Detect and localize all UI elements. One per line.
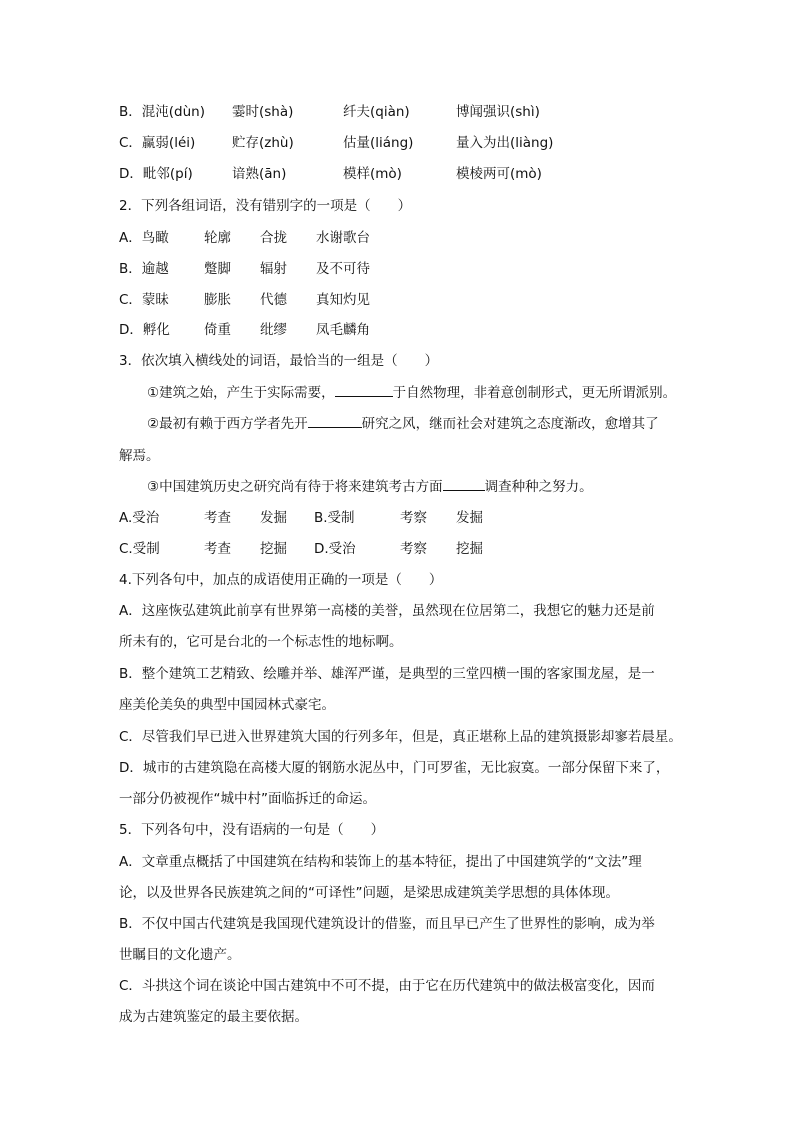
q3-stem: 3．依次填入横线处的词语，最恰当的一组是（ ） [119, 353, 439, 369]
q5-line: C．斗拱这个词在谈论中国古建筑中不可不提，由于它在历代建筑中的做法极富变化，因而 [119, 978, 655, 994]
q3-s3-pre: ③中国建筑历史之研究尚有待于将来建筑考古方面 [147, 479, 443, 495]
q3-s3-post: 调查种种之努力。 [484, 479, 593, 495]
q3-sentence-2-cont: 解焉。 [119, 448, 160, 464]
q3-d-2: 考察 [400, 541, 427, 557]
q3-c-3: 挖掘 [260, 541, 287, 557]
q1-b-word3: 纤夫(qiàn) [343, 104, 410, 120]
q3-b-3: 发掘 [456, 510, 483, 526]
q1-b-word2: 霎时(shà) [232, 104, 294, 120]
q3-s1-pre: ①建筑之始，产生于实际需要， [147, 385, 335, 401]
q4-line: 座美伦美奂的典型中国园林式豪宅。 [119, 697, 335, 713]
q1-d-word3: 模样(mò) [343, 166, 402, 182]
q2-c-1: C．蒙昧 [119, 292, 169, 308]
q3-s2-pre: ②最初有赖于西方学者先开 [147, 416, 308, 432]
q3-a-2: 考查 [204, 510, 231, 526]
q3-sentence-2 [147, 414, 659, 434]
q3-a-3: 发掘 [260, 510, 287, 526]
q2-b-4: 及不可待 [316, 261, 370, 277]
q5-stem: 5．下列各句中，没有语病的一句是（ ） [119, 822, 385, 838]
q2-c-3: 代德 [260, 292, 287, 308]
q2-c-4: 真知灼见 [316, 292, 370, 308]
q2-d-3: 纰缪 [260, 322, 287, 338]
q3-sentence-3 [147, 477, 593, 497]
q4-line: B．整个建筑工艺精致、绘雕并举、雄浑严谨，是典型的三堂四横一围的客家围龙屋，是一 [119, 666, 655, 682]
q5-line: 世瞩目的文化遗产。 [119, 947, 241, 963]
q4-line: D．城市的古建筑隐在高楼大厦的钢筋水泥丛中，门可罗雀，无比寂寞。一部分保留下来了， [119, 760, 670, 776]
q3-a-1: A.受治 [119, 510, 160, 526]
q3-blank-2[interactable] [308, 414, 362, 428]
q3-d-3: 挖掘 [456, 541, 483, 557]
q4-line: 所未有的，它可是台北的一个标志性的地标啊。 [119, 634, 403, 650]
q2-a-1: A．鸟瞰 [119, 230, 169, 246]
q1-b-word4: 博闻强识(shì) [456, 104, 540, 120]
q3-s2-post: 研究之风，继而社会对建筑之态度渐改，愈增其了 [361, 416, 659, 432]
q5-line: B．不仅中国古代建筑是我国现代建筑设计的借鉴，而且早已产生了世界性的影响，成为举 [119, 916, 655, 932]
q3-blank-3[interactable] [443, 477, 485, 491]
q4-line: C．尽管我们早已进入世界建筑大国的行列多年，但是，真正堪称上品的建筑摄影却寥若晨星。 [119, 729, 682, 745]
q1-b-label: B．混沌(dùn) [119, 104, 205, 120]
q3-c-2: 考查 [204, 541, 231, 557]
q1-c-label: C．赢弱(léi) [119, 135, 196, 151]
q2-d-1: D．孵化 [119, 322, 170, 338]
q3-blank-1[interactable] [335, 383, 393, 397]
q1-c-word4: 量入为出(liàng) [456, 135, 554, 151]
q2-b-3: 辐射 [260, 261, 287, 277]
q3-s1-post: 于自然物理，非着意创制形式，更无所谓派别。 [392, 385, 677, 401]
q5-line: A．文章重点概括了中国建筑在结构和装饰上的基本特征，提出了中国建筑学的“文法”理 [119, 854, 642, 870]
q2-a-4: 水谢歌台 [316, 230, 370, 246]
q2-a-2: 轮廓 [204, 230, 231, 246]
q4-line: 一部分仍被视作“城中村”面临拆迁的命运。 [119, 791, 376, 807]
q3-b-1: B.受制 [314, 510, 355, 526]
q1-d-word2: 谙熟(ān) [232, 166, 287, 182]
q3-sentence-1 [147, 383, 676, 403]
q4-line: A．这座恢弘建筑此前享有世界第一高楼的美誉，虽然现在位居第二，我想它的魅力还是前 [119, 603, 655, 619]
q2-c-2: 膨胀 [204, 292, 231, 308]
q2-b-1: B．逾越 [119, 261, 169, 277]
q2-d-4: 凤毛麟角 [316, 322, 370, 338]
q2-d-2: 倚重 [204, 322, 231, 338]
q2-b-2: 蹩脚 [204, 261, 231, 277]
q2-stem: 2．下列各组词语，没有错别字的一项是（ ） [119, 198, 412, 214]
q3-d-1: D.受治 [314, 541, 356, 557]
q1-d-word4: 模棱两可(mò) [456, 166, 542, 182]
q4-stem: 4.下列各句中，加点的成语使用正确的一项是（ ） [119, 572, 443, 588]
q5-line: 成为古建筑鉴定的最主要依据。 [119, 1009, 308, 1025]
q2-a-3: 合拢 [260, 230, 287, 246]
q1-d-label: D．毗邻(pí) [119, 166, 193, 182]
q1-c-word2: 贮存(zhù) [232, 135, 294, 151]
q1-c-word3: 估量(liáng) [343, 135, 414, 151]
q5-line: 论，以及世界各民族建筑之间的“可译性”问题，是梁思成建筑美学思想的具体体现。 [119, 885, 619, 901]
q3-b-2: 考察 [400, 510, 427, 526]
q3-c-1: C.受制 [119, 541, 160, 557]
